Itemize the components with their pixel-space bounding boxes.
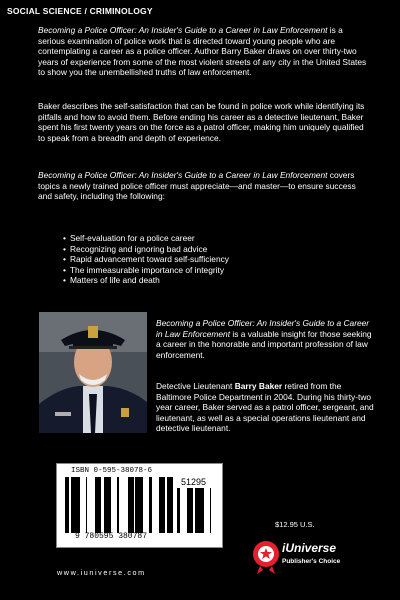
description-paragraph-3: Becoming a Police Officer: An Insider's Guide to a Career in Law Enforcement covers topics a newly trained police officer must appreciate—and master—to ensure success and safety, including the following: — [38, 170, 356, 202]
description-paragraph-4: Becoming a Police Officer: An Insider's Guide to a Career in Law Enforcement is a valuable insight for those seeking a career in the honorable and important profession of law enforcement. — [156, 318, 372, 360]
isbn-text: ISBN 0-595-38078-6 — [71, 467, 153, 475]
publisher-tagline: Publisher's Choice — [282, 558, 341, 565]
list-item: • Recognizing and ignoring bad advice — [63, 244, 229, 255]
list-item: • Self-evaluation for a police career — [63, 233, 229, 244]
list-item: • Rapid advancement toward self-sufficiency — [63, 254, 229, 265]
author-photo — [39, 312, 147, 433]
ean-number: 9 780595 380787 — [75, 532, 148, 541]
ean-barcode — [65, 477, 173, 533]
topics-list — [63, 233, 229, 286]
publisher-name: iUniverse — [282, 541, 337, 555]
list-item: • Matters of life and death — [63, 275, 229, 286]
author-bio: Detective Lieutenant Barry Baker retired from the Baltimore Police Department in 2004. During his thirty-two year career, Baker served as a patrol officer, sergeant, and lieutenant, as well as a special operations lieutenant and detective lieutenant. — [156, 381, 374, 434]
book-title: Becoming a Police Officer: An Insider's Guide to a Career in Law Enforcement — [38, 25, 328, 35]
category-label: SOCIAL SCIENCE / CRIMINOLOGY — [7, 6, 153, 16]
price-code: 51295 — [181, 477, 207, 487]
website-url: www.iuniverse.com — [57, 568, 146, 577]
list-item: • The immeasurable importance of integrity — [63, 265, 229, 276]
price: $12.95 U.S. — [275, 520, 315, 529]
book-title: Becoming a Police Officer: An Insider's Guide to a Career in Law Enforcement — [156, 318, 370, 339]
price-barcode — [177, 488, 215, 533]
barcode — [56, 463, 223, 548]
author-name: Barry Baker — [234, 381, 283, 391]
publisher-logo — [251, 538, 341, 574]
description-paragraph-1: Becoming a Police Officer: An Insider's Guide to a Career in Law Enforcement is a serious examination of police work that is directed toward young people who are contemplating a career as a police officer. Author Barry Baker draws on over thirty-two years of experience from some of the most violent streets of any city in the United States to show you the unembellished truths of law enforcement. — [38, 25, 367, 78]
book-title: Becoming a Police Officer: An Insider's Guide to a Career in Law Enforcement — [38, 170, 328, 180]
description-paragraph-2: Baker describes the self-satisfaction that can be found in police work while identifying its pitfalls and how to avoid them. Before ending his career as a detective lieutenant, Baker spent his first twenty years on the force as a patrol officer, making him uniquely qualified to speak from a breadth and depth of experience. — [38, 101, 365, 143]
